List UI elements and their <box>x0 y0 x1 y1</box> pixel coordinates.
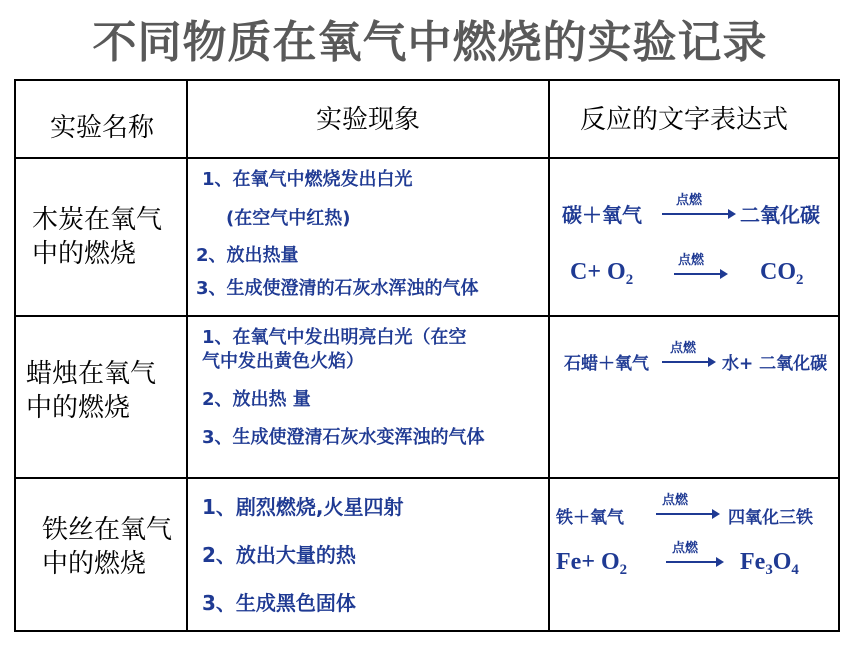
formula-subscript: 4 <box>791 562 799 579</box>
word-equation-left: 铁＋氧气 <box>556 508 624 528</box>
condition-label: 点燃 <box>672 541 699 556</box>
experiment-name-line: 中的燃烧 <box>32 239 137 269</box>
experiment-name-line: 铁丝在氧气 <box>42 515 173 545</box>
experiment-table <box>14 79 840 632</box>
formula-equation-left <box>570 259 633 289</box>
condition-label: 点燃 <box>678 253 705 268</box>
observation-line: 3、生成黑色固体 <box>202 591 356 615</box>
observation-cell-iron <box>187 478 549 631</box>
name-cell-charcoal <box>15 158 187 316</box>
word-equation-right: 二氧化碳 <box>740 203 820 227</box>
experiment-name <box>42 513 172 581</box>
experiment-name-line: 木炭在氧气 <box>32 205 163 235</box>
header-cell-name <box>15 80 187 158</box>
table-row-charcoal <box>15 158 839 316</box>
experiment-name <box>32 203 162 271</box>
observation-line: 1、在氧气中燃烧发出白光 <box>202 169 413 190</box>
observation-line: 3、生成使澄清石灰水变浑浊的气体 <box>202 427 485 448</box>
experiment-name <box>26 357 156 425</box>
name-cell-iron <box>15 478 187 631</box>
observation-line: 2、放出热量 <box>196 245 299 266</box>
condition-label: 点燃 <box>676 193 703 208</box>
observation-line: (在空气中红热) <box>226 208 351 229</box>
observation-line: 气中发出黄色火焰） <box>202 351 364 372</box>
page-title: 不同物质在氧气中燃烧的实验记录 <box>92 17 768 68</box>
observation-line: 1、剧烈燃烧,火星四射 <box>202 495 404 519</box>
experiment-name-line: 中的燃烧 <box>42 549 147 579</box>
table-row-iron <box>15 478 839 631</box>
right-arrow-icon <box>662 361 714 363</box>
name-cell-candle <box>15 316 187 478</box>
word-equation-right: 四氧化三铁 <box>728 508 813 528</box>
experiment-name-line: 中的燃烧 <box>26 393 131 423</box>
word-equation-right: 水+ 二氧化碳 <box>722 354 828 374</box>
formula-equation-right <box>760 259 803 289</box>
header-equation: 反应的文字表达式 <box>580 105 789 135</box>
header-cell-phenomenon <box>187 80 549 158</box>
observation-line: 2、放出大量的热 <box>202 543 356 567</box>
formula-text: O <box>772 549 792 575</box>
header-name: 实验名称 <box>50 113 155 143</box>
header-cell-equation <box>549 80 839 158</box>
header-phenomenon: 实验现象 <box>316 105 421 135</box>
formula-text: Fe+ O <box>556 549 620 575</box>
observation-line: 3、生成使澄清的石灰水浑浊的气体 <box>196 278 479 299</box>
word-equation-left: 碳＋氧气 <box>562 203 642 227</box>
word-equation-left: 石蜡＋氧气 <box>564 354 649 374</box>
observation-cell-candle <box>187 316 549 478</box>
equation-cell-iron <box>549 478 839 631</box>
condition-label: 点燃 <box>662 493 689 508</box>
formula-equation-left <box>556 549 627 579</box>
observation-cell-charcoal <box>187 158 549 316</box>
formula-text: C+ O <box>570 259 626 285</box>
formula-subscript: 3 <box>765 562 773 579</box>
right-arrow-icon <box>674 273 726 275</box>
formula-text: CO <box>760 259 796 285</box>
observation-line: 2、放出热 量 <box>202 389 311 410</box>
formula-text: Fe <box>740 549 766 575</box>
experiment-name-line: 蜡烛在氧气 <box>26 359 157 389</box>
right-arrow-icon <box>656 513 718 515</box>
right-arrow-icon <box>666 561 722 563</box>
formula-subscript: 2 <box>625 272 634 289</box>
formula-equation-right <box>740 549 799 579</box>
equation-cell-charcoal <box>549 158 839 316</box>
observation-line: 1、在氧气中发出明亮白光（在空 <box>202 327 467 348</box>
table-row-candle <box>15 316 839 478</box>
formula-subscript: 2 <box>796 272 804 289</box>
formula-subscript: 2 <box>619 562 628 579</box>
header-row <box>15 80 839 158</box>
equation-cell-candle <box>549 316 839 478</box>
condition-label: 点燃 <box>670 341 697 356</box>
right-arrow-icon <box>662 213 734 215</box>
